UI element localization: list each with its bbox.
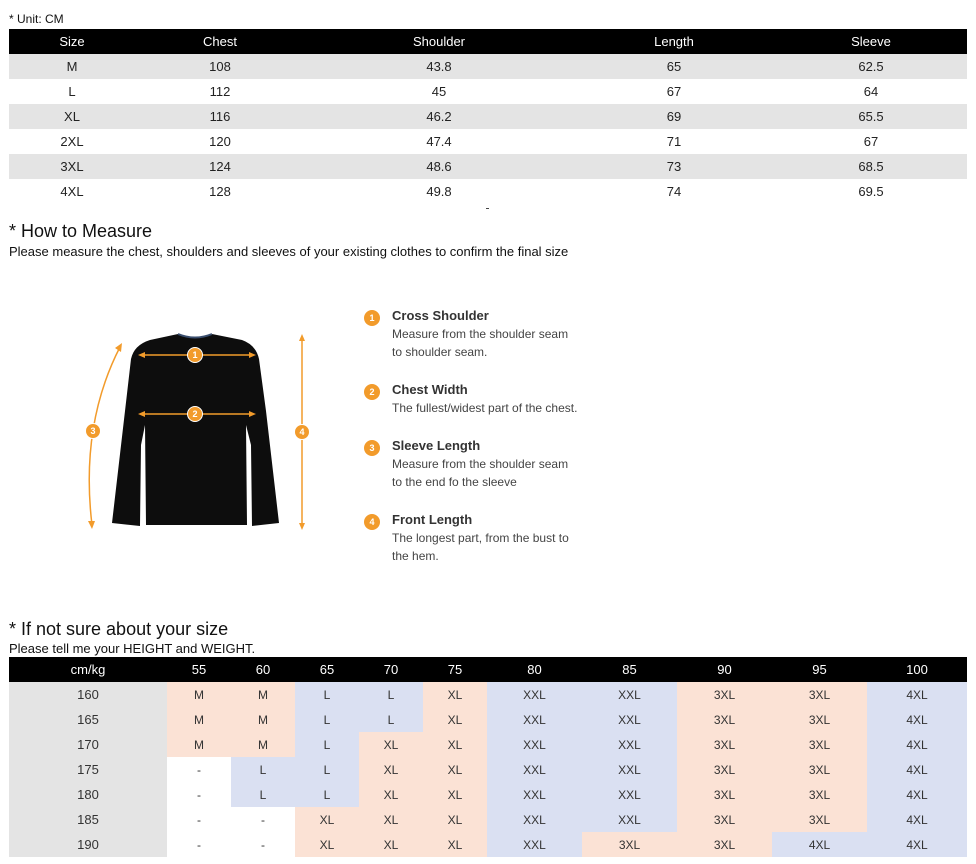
recommendation-row bbox=[9, 832, 967, 857]
recommended-size-cell: XL bbox=[295, 807, 359, 832]
measure-desc: the hem. bbox=[392, 549, 439, 563]
recommended-size-cell: - bbox=[231, 807, 295, 832]
recommended-size-cell: L bbox=[295, 782, 359, 807]
size-recommendation-table bbox=[9, 657, 967, 857]
size-guide-subtitle: Please tell me your HEIGHT and WEIGHT. bbox=[9, 641, 256, 656]
recommended-size-cell: M bbox=[231, 707, 295, 732]
height-cell: 160 bbox=[9, 682, 167, 707]
measure-desc: to the end fo the sleeve bbox=[392, 475, 517, 489]
recommended-size-cell: L bbox=[359, 707, 423, 732]
number-badge-1: 1 bbox=[364, 310, 380, 326]
height-cell: 170 bbox=[9, 732, 167, 757]
size-cell: 116 bbox=[135, 104, 305, 129]
measure-desc: Measure from the shoulder seam bbox=[392, 457, 569, 471]
size-cell: 46.2 bbox=[305, 104, 573, 129]
recommended-size-cell: - bbox=[167, 757, 231, 782]
recommended-size-cell: XL bbox=[423, 707, 487, 732]
size-row bbox=[9, 54, 967, 79]
recommended-size-cell: XL bbox=[423, 682, 487, 707]
size-row bbox=[9, 104, 967, 129]
recommended-size-cell: L bbox=[231, 757, 295, 782]
size-cell: 128 bbox=[209, 184, 231, 199]
recommended-size-cell: XL bbox=[359, 807, 423, 832]
recommended-size-cell: 4XL bbox=[867, 782, 967, 807]
header-size: Size bbox=[9, 29, 135, 54]
recommended-size-cell: 3XL bbox=[772, 807, 867, 832]
marker-4 bbox=[295, 425, 310, 440]
size-cell: 62.5 bbox=[775, 54, 967, 79]
recommended-size-cell: 3XL bbox=[677, 807, 772, 832]
marker-3 bbox=[86, 424, 101, 439]
size-cell: 69.5 bbox=[858, 184, 884, 199]
unit-label: * Unit: CM bbox=[9, 12, 64, 26]
recommended-size-cell: M bbox=[231, 732, 295, 757]
recommended-size-cell: XL bbox=[359, 832, 423, 857]
size-cell: 69 bbox=[573, 104, 775, 129]
size-cell: 49.8 bbox=[426, 184, 452, 199]
size-cell: 71 bbox=[666, 134, 682, 149]
header-weight: 100 bbox=[867, 657, 967, 682]
recommended-size-cell: XL bbox=[295, 832, 359, 857]
recommended-size-cell: 3XL bbox=[677, 707, 772, 732]
header-weight: 90 bbox=[677, 657, 772, 682]
recommendation-row bbox=[9, 757, 967, 782]
recommended-size-cell: XXL bbox=[582, 732, 677, 757]
recommended-size-cell: L bbox=[295, 682, 359, 707]
recommended-size-cell: L bbox=[295, 707, 359, 732]
header-height-weight: cm/kg bbox=[9, 657, 167, 682]
number-badge-2: 2 bbox=[364, 384, 380, 400]
header-weight: 60 bbox=[231, 657, 295, 682]
recommended-size-cell: XXL bbox=[487, 782, 582, 807]
recommended-size-cell: 4XL bbox=[867, 807, 967, 832]
measure-desc: to shoulder seam. bbox=[392, 345, 488, 359]
recommended-size-cell: 3XL bbox=[677, 682, 772, 707]
recommended-size-cell: XXL bbox=[582, 782, 677, 807]
recommendation-row bbox=[9, 807, 967, 832]
recommended-size-cell: XXL bbox=[487, 732, 582, 757]
height-cell: 165 bbox=[9, 707, 167, 732]
height-cell: 190 bbox=[9, 832, 167, 857]
height-cell: 180 bbox=[9, 782, 167, 807]
size-row bbox=[9, 79, 967, 104]
svg-text:3: 3 bbox=[90, 426, 96, 436]
sweater-measure-diagram bbox=[80, 325, 320, 540]
header-weight: 95 bbox=[772, 657, 867, 682]
measure-item-front-length bbox=[364, 511, 624, 567]
measure-item-chest-width bbox=[364, 381, 624, 437]
recommended-size-cell: 4XL bbox=[867, 832, 967, 857]
size-guide-title: * If not sure about your size bbox=[9, 619, 229, 639]
recommended-size-cell: 3XL bbox=[772, 682, 867, 707]
recommended-size-cell: - bbox=[167, 832, 231, 857]
header-weight: 80 bbox=[487, 657, 582, 682]
size-table bbox=[9, 29, 967, 204]
recommended-size-cell: - bbox=[167, 807, 231, 832]
recommended-size-cell: M bbox=[231, 682, 295, 707]
recommended-size-cell: XXL bbox=[487, 807, 582, 832]
size-cell: 2XL bbox=[60, 134, 84, 149]
height-cell: 175 bbox=[9, 757, 167, 782]
number-badge-4: 4 bbox=[364, 514, 380, 530]
recommended-size-cell: XL bbox=[359, 782, 423, 807]
recommended-size-cell: 3XL bbox=[677, 782, 772, 807]
size-cell: 3XL bbox=[9, 154, 135, 179]
size-cell: 73 bbox=[573, 154, 775, 179]
recommended-size-cell: - bbox=[167, 782, 231, 807]
recommendation-row bbox=[9, 707, 967, 732]
header-weight: 75 bbox=[423, 657, 487, 682]
size-cell: 67 bbox=[863, 134, 879, 149]
recommendation-row bbox=[9, 682, 967, 707]
header-chest: Chest bbox=[135, 29, 305, 54]
size-cell: 43.8 bbox=[305, 54, 573, 79]
recommended-size-cell: XL bbox=[423, 807, 487, 832]
recommendation-row bbox=[9, 732, 967, 757]
size-cell: L bbox=[68, 84, 76, 99]
recommended-size-cell: XXL bbox=[487, 682, 582, 707]
size-cell: 47.4 bbox=[426, 134, 452, 149]
recommendation-row bbox=[9, 782, 967, 807]
recommended-size-cell: XL bbox=[423, 757, 487, 782]
how-to-measure-subtitle: Please measure the chest, shoulders and sleeves of your existing clothes to confirm the final size bbox=[9, 244, 569, 259]
size-row bbox=[9, 129, 967, 154]
header-weight: 65 bbox=[295, 657, 359, 682]
size-cell: 65 bbox=[573, 54, 775, 79]
marker-1 bbox=[188, 348, 203, 363]
header-sleeve: Sleeve bbox=[775, 29, 967, 54]
svg-text:4: 4 bbox=[299, 427, 305, 437]
divider-mark bbox=[486, 208, 489, 209]
size-cell: 4XL bbox=[60, 184, 84, 199]
header-weight: 70 bbox=[359, 657, 423, 682]
how-to-measure-title: * How to Measure bbox=[9, 221, 153, 241]
recommended-size-cell: L bbox=[359, 682, 423, 707]
size-cell: 64 bbox=[863, 84, 879, 99]
recommended-size-cell: L bbox=[295, 757, 359, 782]
measure-instructions bbox=[364, 307, 624, 567]
recommended-size-cell: 3XL bbox=[772, 782, 867, 807]
measure-title: Chest Width bbox=[392, 382, 468, 397]
header-shoulder: Shoulder bbox=[305, 29, 573, 54]
size-cell: 68.5 bbox=[775, 154, 967, 179]
marker-2 bbox=[188, 407, 203, 422]
recommended-size-cell: 3XL bbox=[677, 832, 772, 857]
recommended-size-cell: 3XL bbox=[582, 832, 677, 857]
recommended-size-cell: 4XL bbox=[867, 682, 967, 707]
header-weight: 85 bbox=[582, 657, 677, 682]
height-cell: 185 bbox=[9, 807, 167, 832]
size-cell: M bbox=[9, 54, 135, 79]
measure-title: Front Length bbox=[392, 512, 473, 527]
recommended-size-cell: 3XL bbox=[677, 757, 772, 782]
size-row bbox=[9, 154, 967, 179]
recommended-size-cell: XXL bbox=[582, 757, 677, 782]
size-row bbox=[9, 179, 967, 204]
size-cell: 74 bbox=[666, 184, 682, 199]
recommended-size-cell: XXL bbox=[582, 707, 677, 732]
size-cell: 45 bbox=[431, 84, 447, 99]
recommended-size-cell: XXL bbox=[582, 807, 677, 832]
size-table-header bbox=[9, 29, 967, 54]
recommended-size-cell: XL bbox=[423, 832, 487, 857]
measure-title: Cross Shoulder bbox=[392, 308, 489, 323]
recommendation-header bbox=[9, 657, 967, 682]
size-cell: 48.6 bbox=[305, 154, 573, 179]
recommended-size-cell: XXL bbox=[487, 757, 582, 782]
measure-item-cross-shoulder bbox=[364, 307, 624, 381]
recommended-size-cell: M bbox=[167, 732, 231, 757]
recommended-size-cell: 3XL bbox=[772, 732, 867, 757]
recommended-size-cell: M bbox=[167, 682, 231, 707]
size-cell: 120 bbox=[209, 134, 231, 149]
measure-item-sleeve-length bbox=[364, 437, 624, 511]
recommended-size-cell: XL bbox=[423, 732, 487, 757]
recommended-size-cell: M bbox=[167, 707, 231, 732]
measure-desc: The longest part, from the bust to bbox=[392, 531, 569, 545]
svg-text:2: 2 bbox=[192, 409, 198, 419]
size-cell: 67 bbox=[666, 84, 682, 99]
measure-desc: The fullest/widest part of the chest. bbox=[392, 401, 578, 415]
size-cell: 124 bbox=[135, 154, 305, 179]
recommended-size-cell: XXL bbox=[582, 682, 677, 707]
recommended-size-cell: XL bbox=[359, 732, 423, 757]
recommended-size-cell: - bbox=[231, 832, 295, 857]
measure-desc: Measure from the shoulder seam bbox=[392, 327, 569, 341]
recommended-size-cell: 3XL bbox=[772, 707, 867, 732]
size-cell: 65.5 bbox=[775, 104, 967, 129]
size-cell: 108 bbox=[135, 54, 305, 79]
recommended-size-cell: 4XL bbox=[772, 832, 867, 857]
size-table-body bbox=[9, 54, 967, 204]
recommended-size-cell: XL bbox=[423, 782, 487, 807]
recommended-size-cell: XXL bbox=[487, 832, 582, 857]
recommended-size-cell: 3XL bbox=[772, 757, 867, 782]
size-cell: 112 bbox=[209, 84, 231, 99]
recommended-size-cell: L bbox=[295, 732, 359, 757]
recommended-size-cell: XXL bbox=[487, 707, 582, 732]
recommended-size-cell: L bbox=[231, 782, 295, 807]
header-length: Length bbox=[573, 29, 775, 54]
recommendation-body bbox=[9, 682, 967, 857]
recommended-size-cell: 3XL bbox=[677, 732, 772, 757]
measure-title: Sleeve Length bbox=[392, 438, 481, 453]
recommended-size-cell: XL bbox=[359, 757, 423, 782]
recommended-size-cell: 4XL bbox=[867, 732, 967, 757]
recommended-size-cell: 4XL bbox=[867, 757, 967, 782]
size-cell: XL bbox=[9, 104, 135, 129]
number-badge-3: 3 bbox=[364, 440, 380, 456]
header-weight: 55 bbox=[167, 657, 231, 682]
recommended-size-cell: 4XL bbox=[867, 707, 967, 732]
svg-text:1: 1 bbox=[192, 350, 198, 360]
